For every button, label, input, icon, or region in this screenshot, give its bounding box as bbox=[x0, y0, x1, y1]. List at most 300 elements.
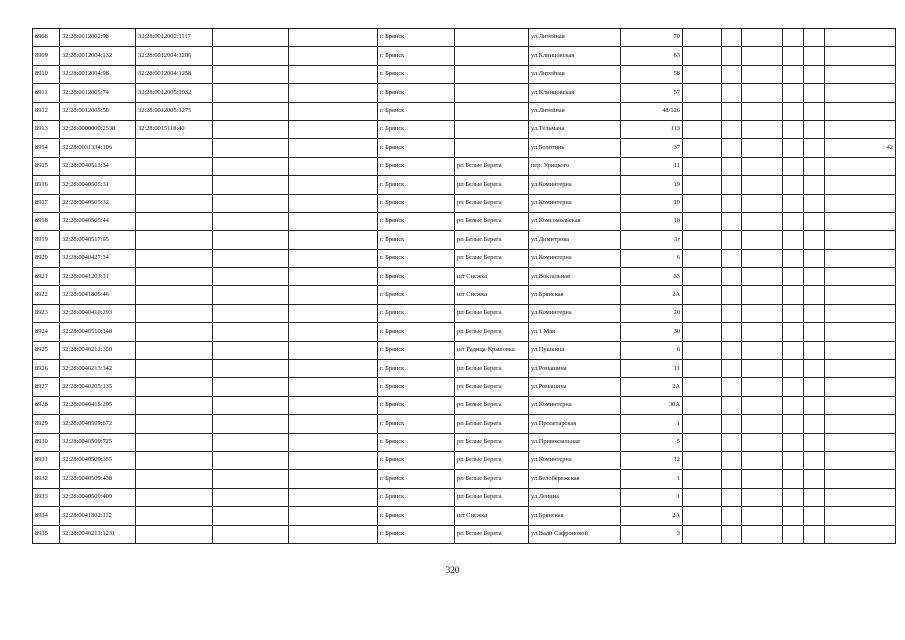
city-cell: г. Брянск bbox=[378, 157, 455, 175]
empty-cell bbox=[683, 176, 722, 194]
street-cell: ул.Пролетарская bbox=[529, 415, 621, 433]
extra-value-cell bbox=[825, 433, 896, 451]
row-number-cell: 8926 bbox=[33, 360, 60, 378]
empty-cell bbox=[804, 249, 825, 267]
empty-cell bbox=[804, 507, 825, 525]
city-cell: г. Брянск bbox=[378, 415, 455, 433]
district-cell bbox=[455, 120, 529, 138]
row-number-cell: 8923 bbox=[33, 304, 60, 322]
empty-cell bbox=[783, 525, 804, 543]
empty-cell bbox=[783, 488, 804, 506]
empty-cell bbox=[289, 231, 378, 249]
empty-cell bbox=[742, 525, 783, 543]
house-number-cell: 30 bbox=[621, 323, 683, 341]
table-row bbox=[33, 433, 896, 451]
related-cadastral-cell bbox=[136, 268, 213, 286]
empty-cell bbox=[783, 120, 804, 138]
row-number-cell: 8919 bbox=[33, 231, 60, 249]
empty-cell bbox=[742, 120, 783, 138]
related-cadastral-cell bbox=[136, 157, 213, 175]
empty-cell bbox=[783, 341, 804, 359]
empty-cell bbox=[804, 65, 825, 83]
city-cell: г. Брянск bbox=[378, 378, 455, 396]
empty-cell bbox=[722, 488, 742, 506]
district-cell bbox=[455, 84, 529, 102]
related-cadastral-cell bbox=[136, 194, 213, 212]
related-cadastral-cell bbox=[136, 396, 213, 414]
related-cadastral-cell bbox=[136, 212, 213, 230]
empty-cell bbox=[213, 102, 289, 120]
street-cell: ул.Ромашина bbox=[529, 360, 621, 378]
row-number-cell: 8930 bbox=[33, 433, 60, 451]
extra-value-cell bbox=[825, 378, 896, 396]
empty-cell bbox=[213, 212, 289, 230]
empty-cell bbox=[783, 231, 804, 249]
empty-cell bbox=[742, 396, 783, 414]
row-number-cell: 8908 bbox=[33, 29, 60, 47]
empty-cell bbox=[783, 176, 804, 194]
row-number-cell: 8929 bbox=[33, 415, 60, 433]
related-cadastral-cell bbox=[136, 378, 213, 396]
empty-cell bbox=[213, 525, 289, 543]
district-cell bbox=[455, 29, 529, 47]
empty-cell bbox=[804, 525, 825, 543]
city-cell: г. Брянск bbox=[378, 507, 455, 525]
cadastral-number-cell: 32:28:0012005:74 bbox=[60, 84, 136, 102]
house-number-cell: 2А bbox=[621, 507, 683, 525]
city-cell: г. Брянск bbox=[378, 120, 455, 138]
related-cadastral-cell bbox=[136, 470, 213, 488]
empty-cell bbox=[683, 157, 722, 175]
row-number-cell: 8924 bbox=[33, 323, 60, 341]
table-row bbox=[33, 157, 896, 175]
empty-cell bbox=[742, 102, 783, 120]
cadastral-number-cell: 32:28:0040509:725 bbox=[60, 433, 136, 451]
street-cell: ул.Литейная bbox=[529, 65, 621, 83]
district-cell: рп Белые Берега bbox=[455, 212, 529, 230]
empty-cell bbox=[742, 415, 783, 433]
empty-cell bbox=[289, 360, 378, 378]
district-cell: рп Белые Берега bbox=[455, 378, 529, 396]
cadastral-number-cell: 32:28:0040505:31 bbox=[60, 176, 136, 194]
street-cell: ул.Брянская bbox=[529, 507, 621, 525]
empty-cell bbox=[783, 323, 804, 341]
cadastral-number-cell: 32:28:0040415:205 bbox=[60, 396, 136, 414]
street-cell: ул.Брянская bbox=[529, 286, 621, 304]
row-number-cell: 8910 bbox=[33, 65, 60, 83]
empty-cell bbox=[783, 84, 804, 102]
street-cell: ул.Ромашина bbox=[529, 378, 621, 396]
table-row bbox=[33, 451, 896, 469]
empty-cell bbox=[783, 470, 804, 488]
empty-cell bbox=[683, 231, 722, 249]
cadastral-number-cell: 32:28:0040510:148 bbox=[60, 323, 136, 341]
related-cadastral-cell: 32:28:0015118:40 bbox=[136, 120, 213, 138]
empty-cell bbox=[683, 488, 722, 506]
street-cell: ул.Клинцовская bbox=[529, 84, 621, 102]
empty-cell bbox=[213, 488, 289, 506]
empty-cell bbox=[213, 415, 289, 433]
table-row bbox=[33, 378, 896, 396]
district-cell: шт Снежка bbox=[455, 268, 529, 286]
related-cadastral-cell bbox=[136, 304, 213, 322]
row-number-cell: 8933 bbox=[33, 488, 60, 506]
empty-cell bbox=[683, 378, 722, 396]
row-number-cell: 8932 bbox=[33, 470, 60, 488]
empty-cell bbox=[804, 120, 825, 138]
cadastral-number-cell: 32:28:0031334:106 bbox=[60, 139, 136, 157]
extra-value-cell bbox=[825, 212, 896, 230]
row-number-cell: 8918 bbox=[33, 212, 60, 230]
house-number-cell: 19 bbox=[621, 176, 683, 194]
table-row bbox=[33, 415, 896, 433]
empty-cell bbox=[722, 231, 742, 249]
empty-cell bbox=[804, 415, 825, 433]
street-cell: ул.Димитрова bbox=[529, 231, 621, 249]
empty-cell bbox=[722, 194, 742, 212]
city-cell: г. Брянск bbox=[378, 102, 455, 120]
empty-cell bbox=[289, 470, 378, 488]
street-cell: ул.Болотниь bbox=[529, 139, 621, 157]
empty-cell bbox=[722, 65, 742, 83]
empty-cell bbox=[722, 396, 742, 414]
empty-cell bbox=[783, 102, 804, 120]
empty-cell bbox=[722, 120, 742, 138]
empty-cell bbox=[722, 341, 742, 359]
city-cell: г. Брянск bbox=[378, 360, 455, 378]
empty-cell bbox=[722, 212, 742, 230]
extra-value-cell bbox=[825, 286, 896, 304]
empty-cell bbox=[213, 470, 289, 488]
empty-cell bbox=[683, 65, 722, 83]
empty-cell bbox=[213, 120, 289, 138]
empty-cell bbox=[289, 249, 378, 267]
empty-cell bbox=[213, 378, 289, 396]
empty-cell bbox=[722, 286, 742, 304]
row-number-cell: 8909 bbox=[33, 47, 60, 65]
table-row bbox=[33, 286, 896, 304]
house-number-cell: 57 bbox=[621, 84, 683, 102]
house-number-cell: 37 bbox=[621, 139, 683, 157]
extra-value-cell bbox=[825, 29, 896, 47]
street-cell: ул.Коминтерна bbox=[529, 194, 621, 212]
empty-cell bbox=[683, 102, 722, 120]
cadastral-number-cell: 32:28:0012004:98 bbox=[60, 65, 136, 83]
empty-cell bbox=[289, 212, 378, 230]
district-cell: шт Снежка bbox=[455, 507, 529, 525]
empty-cell bbox=[289, 268, 378, 286]
empty-cell bbox=[804, 194, 825, 212]
row-number-cell: 8911 bbox=[33, 84, 60, 102]
empty-cell bbox=[742, 433, 783, 451]
related-cadastral-cell bbox=[136, 323, 213, 341]
empty-cell bbox=[804, 396, 825, 414]
district-cell: рп Белые Берега bbox=[455, 249, 529, 267]
empty-cell bbox=[783, 304, 804, 322]
house-number-cell: 1 bbox=[621, 415, 683, 433]
empty-cell bbox=[722, 451, 742, 469]
empty-cell bbox=[289, 488, 378, 506]
empty-cell bbox=[289, 396, 378, 414]
empty-cell bbox=[804, 433, 825, 451]
empty-cell bbox=[289, 84, 378, 102]
cadastral-number-cell: 32:28:0040205:135 bbox=[60, 378, 136, 396]
extra-value-cell bbox=[825, 268, 896, 286]
empty-cell bbox=[289, 433, 378, 451]
table-row bbox=[33, 323, 896, 341]
empty-cell bbox=[683, 415, 722, 433]
house-number-cell: 113 bbox=[621, 120, 683, 138]
district-cell bbox=[455, 139, 529, 157]
house-number-cell: 6 bbox=[621, 341, 683, 359]
extra-value-cell bbox=[825, 488, 896, 506]
table-row bbox=[33, 304, 896, 322]
extra-value-cell bbox=[825, 525, 896, 543]
table-row bbox=[33, 84, 896, 102]
page-number: 320 bbox=[445, 565, 460, 575]
row-number-cell: 8920 bbox=[33, 249, 60, 267]
house-number-cell: 19 bbox=[621, 194, 683, 212]
street-cell: ул.Коминтерна bbox=[529, 396, 621, 414]
empty-cell bbox=[804, 360, 825, 378]
house-number-cell: 33 bbox=[621, 268, 683, 286]
cadastral-number-cell: 32:28:0040213:342 bbox=[60, 360, 136, 378]
empty-cell bbox=[722, 176, 742, 194]
city-cell: г. Брянск bbox=[378, 451, 455, 469]
extra-value-cell bbox=[825, 194, 896, 212]
empty-cell bbox=[742, 231, 783, 249]
empty-cell bbox=[742, 360, 783, 378]
city-cell: г. Брянск bbox=[378, 231, 455, 249]
empty-cell bbox=[722, 415, 742, 433]
empty-cell bbox=[722, 29, 742, 47]
empty-cell bbox=[683, 286, 722, 304]
cadastral-number-cell: 32:28:0041805:46 bbox=[60, 286, 136, 304]
empty-cell bbox=[742, 176, 783, 194]
district-cell: рп Белые Берега bbox=[455, 470, 529, 488]
extra-value-cell bbox=[825, 65, 896, 83]
register-table bbox=[32, 28, 896, 544]
empty-cell bbox=[804, 341, 825, 359]
empty-cell bbox=[742, 341, 783, 359]
street-cell: ул.Литейная bbox=[529, 102, 621, 120]
cadastral-number-cell: 32:28:0041203:31 bbox=[60, 268, 136, 286]
related-cadastral-cell bbox=[136, 176, 213, 194]
district-cell: рп Белые Берега bbox=[455, 157, 529, 175]
empty-cell bbox=[804, 139, 825, 157]
empty-cell bbox=[742, 304, 783, 322]
empty-cell bbox=[213, 304, 289, 322]
street-cell: ул.Коминтерна bbox=[529, 176, 621, 194]
empty-cell bbox=[742, 47, 783, 65]
city-cell: г. Брянск bbox=[378, 65, 455, 83]
empty-cell bbox=[213, 249, 289, 267]
related-cadastral-cell: 32:28:0012002:1117 bbox=[136, 29, 213, 47]
extra-value-cell bbox=[825, 304, 896, 322]
empty-cell bbox=[289, 415, 378, 433]
empty-cell bbox=[289, 102, 378, 120]
table-row bbox=[33, 139, 896, 157]
table-row bbox=[33, 65, 896, 83]
city-cell: г. Брянск bbox=[378, 268, 455, 286]
empty-cell bbox=[742, 157, 783, 175]
row-number-cell: 8922 bbox=[33, 286, 60, 304]
empty-cell bbox=[722, 525, 742, 543]
empty-cell bbox=[742, 212, 783, 230]
related-cadastral-cell: 32:28:0012005:1275 bbox=[136, 102, 213, 120]
empty-cell bbox=[783, 378, 804, 396]
city-cell: г. Брянск bbox=[378, 304, 455, 322]
city-cell: г. Брянск bbox=[378, 525, 455, 543]
cadastral-number-cell: 32:28:0012004:132 bbox=[60, 47, 136, 65]
city-cell: г. Брянск bbox=[378, 341, 455, 359]
table-row bbox=[33, 488, 896, 506]
empty-cell bbox=[213, 157, 289, 175]
house-number-cell: 6 bbox=[621, 249, 683, 267]
related-cadastral-cell: 32:28:0012004:1206 bbox=[136, 47, 213, 65]
empty-cell bbox=[289, 176, 378, 194]
empty-cell bbox=[804, 488, 825, 506]
cadastral-number-cell: 32:28:0040212:350 bbox=[60, 341, 136, 359]
empty-cell bbox=[722, 433, 742, 451]
related-cadastral-cell bbox=[136, 249, 213, 267]
district-cell: рп Белые Берега bbox=[455, 525, 529, 543]
related-cadastral-cell bbox=[136, 139, 213, 157]
empty-cell bbox=[683, 194, 722, 212]
district-cell: рп Белые Берега bbox=[455, 176, 529, 194]
city-cell: г. Брянск bbox=[378, 286, 455, 304]
cadastral-number-cell: 32:28:0012002:98 bbox=[60, 29, 136, 47]
empty-cell bbox=[289, 120, 378, 138]
empty-cell bbox=[683, 323, 722, 341]
city-cell: г. Брянск bbox=[378, 47, 455, 65]
empty-cell bbox=[683, 212, 722, 230]
table-row bbox=[33, 102, 896, 120]
extra-value-cell bbox=[825, 231, 896, 249]
empty-cell bbox=[742, 268, 783, 286]
street-cell: ул.Пушкина bbox=[529, 341, 621, 359]
extra-value-cell bbox=[825, 507, 896, 525]
empty-cell bbox=[722, 157, 742, 175]
empty-cell bbox=[783, 29, 804, 47]
related-cadastral-cell bbox=[136, 525, 213, 543]
district-cell: рп Белые Берега bbox=[455, 360, 529, 378]
cadastral-number-cell: 32:28:0040213:1231 bbox=[60, 525, 136, 543]
extra-value-cell bbox=[825, 102, 896, 120]
empty-cell bbox=[289, 304, 378, 322]
cadastral-number-cell: 32:28:0040505:32 bbox=[60, 194, 136, 212]
table-row bbox=[33, 47, 896, 65]
empty-cell bbox=[722, 304, 742, 322]
city-cell: г. Брянск bbox=[378, 249, 455, 267]
table-row bbox=[33, 470, 896, 488]
empty-cell bbox=[783, 47, 804, 65]
street-cell: ул.Коминтерна bbox=[529, 249, 621, 267]
empty-cell bbox=[683, 341, 722, 359]
empty-cell bbox=[213, 286, 289, 304]
extra-value-cell bbox=[825, 360, 896, 378]
district-cell: рп Белые Берега bbox=[455, 304, 529, 322]
empty-cell bbox=[722, 268, 742, 286]
house-number-cell: 70 bbox=[621, 29, 683, 47]
row-number-cell: 8912 bbox=[33, 102, 60, 120]
street-cell: пер. Урицкого bbox=[529, 157, 621, 175]
empty-cell bbox=[742, 488, 783, 506]
empty-cell bbox=[722, 470, 742, 488]
cadastral-number-cell: 32:28:0041802:112 bbox=[60, 507, 136, 525]
city-cell: г. Брянск bbox=[378, 194, 455, 212]
empty-cell bbox=[213, 451, 289, 469]
empty-cell bbox=[804, 470, 825, 488]
empty-cell bbox=[804, 323, 825, 341]
empty-cell bbox=[783, 451, 804, 469]
empty-cell bbox=[213, 323, 289, 341]
empty-cell bbox=[213, 194, 289, 212]
empty-cell bbox=[804, 102, 825, 120]
street-cell: ул.1 Мая bbox=[529, 323, 621, 341]
empty-cell bbox=[742, 139, 783, 157]
street-cell: ул.Комсомольская bbox=[529, 212, 621, 230]
district-cell: рп Белые Берега bbox=[455, 194, 529, 212]
table-row bbox=[33, 120, 896, 138]
cadastral-number-cell: 32:28:0040509:438 bbox=[60, 470, 136, 488]
row-number-cell: 8917 bbox=[33, 194, 60, 212]
extra-value-cell bbox=[825, 323, 896, 341]
empty-cell bbox=[683, 360, 722, 378]
table-row bbox=[33, 249, 896, 267]
empty-cell bbox=[289, 47, 378, 65]
street-cell: ул.Вали Сафроновой bbox=[529, 525, 621, 543]
empty-cell bbox=[804, 286, 825, 304]
empty-cell bbox=[783, 194, 804, 212]
empty-cell bbox=[783, 249, 804, 267]
city-cell: г. Брянск bbox=[378, 29, 455, 47]
empty-cell bbox=[213, 268, 289, 286]
row-number-cell: 8925 bbox=[33, 341, 60, 359]
empty-cell bbox=[804, 378, 825, 396]
related-cadastral-cell bbox=[136, 451, 213, 469]
row-number-cell: 8916 bbox=[33, 176, 60, 194]
empty-cell bbox=[783, 268, 804, 286]
row-number-cell: 8914 bbox=[33, 139, 60, 157]
house-number-cell: 30А bbox=[621, 396, 683, 414]
house-number-cell: 3г bbox=[621, 231, 683, 249]
extra-value-cell bbox=[825, 157, 896, 175]
empty-cell bbox=[213, 507, 289, 525]
extra-value-cell bbox=[825, 47, 896, 65]
house-number-cell: 2А bbox=[621, 378, 683, 396]
empty-cell bbox=[289, 194, 378, 212]
empty-cell bbox=[722, 360, 742, 378]
extra-value-cell bbox=[825, 415, 896, 433]
cadastral-number-cell: 32:28:0040410:293 bbox=[60, 304, 136, 322]
empty-cell bbox=[742, 84, 783, 102]
empty-cell bbox=[804, 176, 825, 194]
house-number-cell: 1 bbox=[621, 488, 683, 506]
row-number-cell: 8913 bbox=[33, 120, 60, 138]
empty-cell bbox=[722, 139, 742, 157]
empty-cell bbox=[722, 84, 742, 102]
empty-cell bbox=[783, 507, 804, 525]
district-cell bbox=[455, 65, 529, 83]
empty-cell bbox=[783, 433, 804, 451]
house-number-cell: 48/126 bbox=[621, 102, 683, 120]
house-number-cell: 18 bbox=[621, 212, 683, 230]
extra-value-cell bbox=[825, 120, 896, 138]
empty-cell bbox=[289, 65, 378, 83]
related-cadastral-cell bbox=[136, 488, 213, 506]
extra-value-cell bbox=[825, 451, 896, 469]
